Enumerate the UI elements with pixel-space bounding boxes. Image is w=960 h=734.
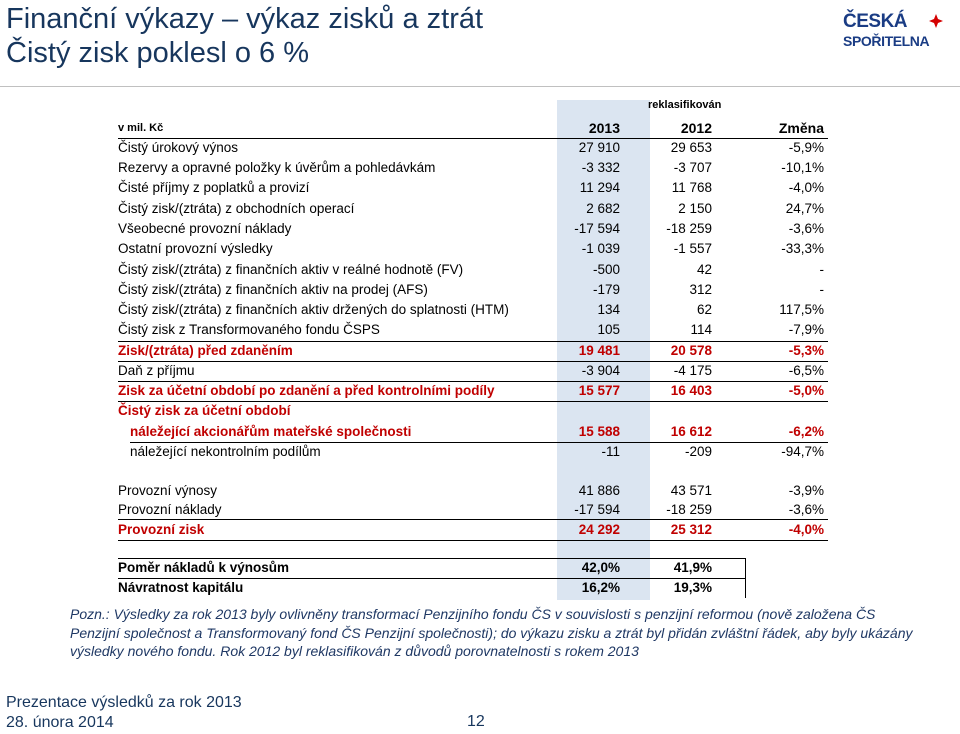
footer-presentation-title: Prezentace výsledků za rok 2013: [6, 694, 242, 711]
value-2012: 16 612: [670, 424, 712, 439]
value-2013: -3 332: [581, 160, 620, 175]
row-label: Čistý zisk/(ztráta) z obchodních operací: [118, 201, 355, 216]
value-change: -4,0%: [788, 180, 824, 195]
row-label: Čistý zisk/(ztráta) z finančních aktiv držených do splatnosti (HTM): [118, 302, 509, 317]
footer-date: 28. února 2014: [6, 714, 114, 731]
footer: [6, 693, 242, 733]
value-change: -6,2%: [788, 424, 824, 439]
row-label: Zisk/(ztráta) před zdaněním: [118, 343, 293, 358]
logo-line-1: ČESKÁ: [843, 11, 908, 32]
page-number: 12: [467, 713, 485, 730]
value-2013: 11 294: [579, 180, 620, 195]
value-2013: 16,2%: [581, 580, 620, 595]
value-change: -: [819, 262, 824, 277]
row-label: Provozní náklady: [118, 502, 222, 517]
row-label: Čistý zisk za účetní období: [118, 403, 291, 418]
value-2012: 43 571: [670, 483, 712, 498]
row-label: Poměr nákladů k výnosům: [118, 560, 290, 575]
value-change: -5,9%: [788, 140, 824, 155]
value-2012: -18 259: [666, 502, 712, 517]
row-label: Čistý zisk z Transformovaného fondu ČSPS: [118, 322, 380, 337]
row-label: Všeobecné provozní náklady: [118, 221, 292, 236]
value-change: -4,0%: [788, 522, 824, 537]
value-2013: 27 910: [578, 140, 620, 155]
value-2012: -3 707: [673, 160, 712, 175]
value-change: -3,6%: [788, 221, 824, 236]
value-2012: 41,9%: [673, 560, 712, 575]
logo-line-2: SPOŘITELNA: [843, 33, 930, 49]
value-2013: -1 039: [581, 241, 620, 256]
value-2012: -1 557: [673, 241, 712, 256]
value-change: -6,5%: [788, 363, 824, 378]
unit-label: v mil. Kč: [118, 122, 164, 134]
footnote: Pozn.: Výsledky za rok 2013 byly ovlivněny transformací Penzijního fondu ČS v souvislosti s penzijní reformou (nově založena ČS Penzijní společnost a Transformovaný fond ČS Penzijní společnosti); do výkazu zisku a ztrát byl přidán zvláštní řádek, aby byly ukázány výsledky nového fondu. Rok 2012 byl reklasifikován z důvodů porovnatelnosti s rokem 2013: [70, 606, 913, 659]
value-change: -: [819, 282, 824, 297]
page-title: [6, 2, 483, 70]
value-change: 117,5%: [779, 302, 824, 317]
value-2013: 105: [597, 322, 620, 337]
row-label: Návratnost kapitálu: [118, 580, 244, 595]
value-2012: -18 259: [666, 221, 712, 236]
value-2013: -17 594: [574, 221, 620, 236]
value-change: 24,7%: [785, 201, 824, 216]
row-label: náležející akcionářům mateřské společnosti: [130, 424, 412, 439]
value-change: -7,9%: [788, 322, 824, 337]
value-2012: 29 653: [670, 140, 712, 155]
ratios-right-border: [745, 558, 746, 598]
value-2013: 42,0%: [581, 560, 620, 575]
row-label: Čistý zisk/(ztráta) z finančních aktiv v reálné hodnotě (FV): [118, 262, 464, 277]
row-label: náležející nekontrolním podílům: [130, 444, 321, 459]
value-2012: 312: [689, 282, 712, 297]
row-label: Čistý zisk/(ztráta) z finančních aktiv na prodej (AFS): [118, 282, 428, 297]
value-2013: 41 886: [578, 483, 620, 498]
value-2012: 42: [696, 262, 712, 277]
value-2013: 134: [597, 302, 620, 317]
row-label: Čistý úrokový výnos: [118, 140, 239, 155]
value-change: -3,6%: [788, 502, 824, 517]
value-2013: 24 292: [578, 522, 620, 537]
value-change: -10,1%: [781, 160, 824, 175]
subtotal-rule: [118, 540, 828, 541]
value-2013: 19 481: [578, 343, 620, 358]
value-2012: 2 150: [678, 201, 712, 216]
row-label: Zisk za účetní období po zdanění a před kontrolními podíly: [118, 383, 495, 398]
col-header-change: Změna: [778, 120, 824, 136]
reclassified-note: reklasifikován: [648, 99, 722, 111]
value-change: -33,3%: [781, 241, 824, 256]
row-label: Ostatní provozní výsledky: [118, 241, 273, 256]
row-label: Provozní výnosy: [118, 483, 218, 498]
value-2012: -209: [684, 444, 712, 459]
value-2013: -500: [592, 262, 620, 277]
value-2013: -179: [592, 282, 620, 297]
value-2012: 62: [696, 302, 712, 317]
value-change: -5,0%: [788, 383, 824, 398]
value-2013: 15 577: [578, 383, 620, 398]
value-2012: 11 768: [671, 180, 712, 195]
value-2013: 15 588: [578, 424, 620, 439]
value-2012: 19,3%: [673, 580, 712, 595]
value-change: -3,9%: [788, 483, 824, 498]
value-2012: 114: [690, 322, 712, 337]
value-2012: -4 175: [673, 363, 712, 378]
title-line-2: Čistý zisk poklesl o 6 %: [6, 37, 309, 69]
row-label: Provozní zisk: [118, 522, 205, 537]
value-change: -94,7%: [781, 444, 824, 459]
row-label: Daň z příjmu: [118, 363, 195, 378]
ceska-sporitelna-logo: [843, 12, 955, 52]
value-2012: 20 578: [670, 343, 712, 358]
value-2013: -11: [601, 444, 620, 459]
value-2013: 2 682: [586, 201, 620, 216]
row-label: Čisté příjmy z poplatků a provizí: [118, 180, 310, 195]
value-change: -5,3%: [788, 343, 824, 358]
logo-mark-icon: [929, 14, 943, 28]
col-header-2012: 2012: [680, 120, 712, 136]
col-header-2013: 2013: [588, 120, 620, 136]
title-line-1: Finanční výkazy – výkaz zisků a ztrát: [6, 3, 484, 35]
value-2012: 16 403: [670, 383, 712, 398]
value-2013: -17 594: [574, 502, 620, 517]
row-label: Rezervy a opravné položky k úvěrům a pohledávkám: [118, 160, 436, 175]
value-2012: 25 312: [670, 522, 712, 537]
header-divider: [0, 86, 960, 87]
value-2013: -3 904: [581, 363, 620, 378]
